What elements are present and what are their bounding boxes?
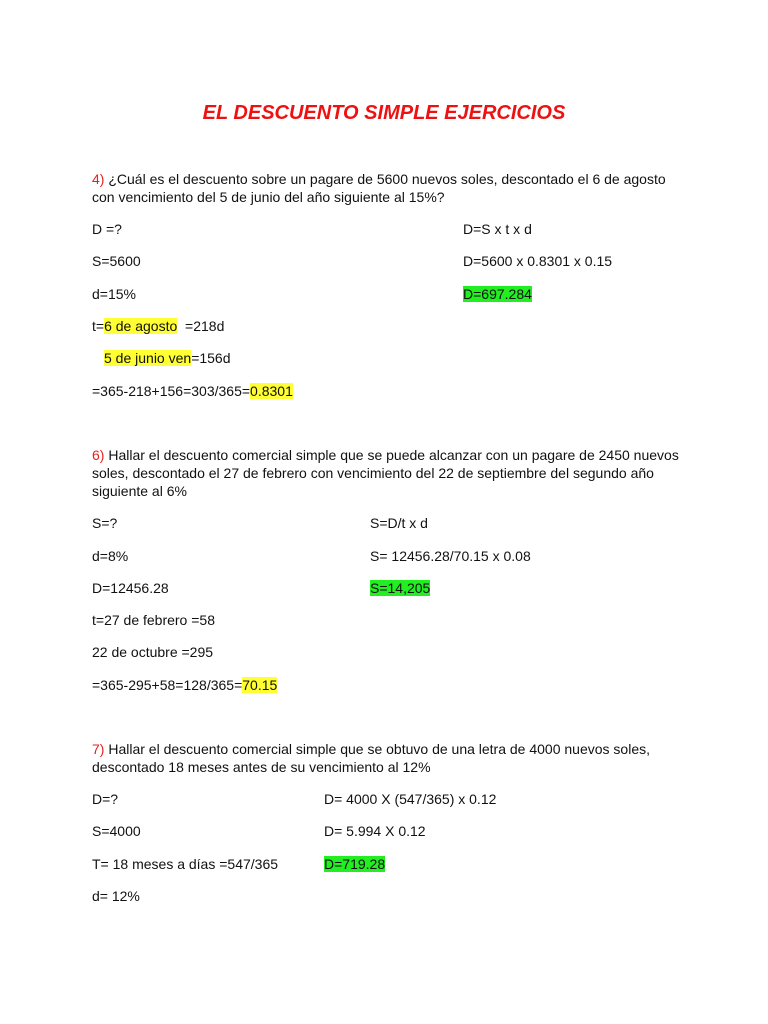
ex6-result xyxy=(370,579,430,597)
ex6-formula: S=D/t x d xyxy=(370,515,428,531)
ex6-calc-text: =365-295+58=128/365= xyxy=(92,677,243,693)
exercise-6-text: Hallar el descuento comercial simple que se puede alcanzar con un pagare de 2450 nuevos soles, descontado el 27 de febrero con vencimiento del 22 de septiembre del segundo año siguiente al 6% xyxy=(92,447,679,499)
ex7-time-line: T= 18 meses a días =547/365 xyxy=(92,856,279,872)
ex4-substitution: D=5600 x 0.8301 x 0.15 xyxy=(463,253,613,269)
ex7-given-rate: d= 12% xyxy=(92,888,140,904)
ex4-june-highlight: 5 de junio ven xyxy=(104,350,192,366)
ex6-calc-highlight: 70.15 xyxy=(242,677,278,693)
ex6-given-d: D=12456.28 xyxy=(92,580,169,596)
ex6-given-rate: d=8% xyxy=(92,548,129,564)
ex6-result-highlight: S=14,205 xyxy=(370,580,431,596)
ex4-time-prefix: t= xyxy=(92,318,105,334)
ex4-given-rate: d=15% xyxy=(92,286,136,302)
ex7-given-d: D=? xyxy=(92,791,119,807)
ex4-time-highlight: 6 de agosto xyxy=(104,318,178,334)
exercise-4-question xyxy=(92,170,682,206)
ex7-result xyxy=(324,855,385,873)
ex6-given-s: S=? xyxy=(92,515,118,531)
ex4-june-days: =156d xyxy=(191,350,231,366)
exercise-4-text: ¿Cuál es el descuento sobre un pagare de 5600 nuevos soles, descontado el 6 de agosto con vencimiento del 5 de junio del año siguiente al 15%? xyxy=(92,171,666,205)
ex4-time-days: =218d xyxy=(177,318,225,334)
page-title: EL DESCUENTO SIMPLE EJERCICIOS xyxy=(202,102,566,124)
ex6-time-line: t=27 de febrero =58 xyxy=(92,612,215,628)
ex4-calc-highlight: 0.8301 xyxy=(250,383,293,399)
ex4-result xyxy=(463,285,532,303)
ex7-given-s: S=4000 xyxy=(92,823,141,839)
exercise-4-number: 4) xyxy=(92,171,105,187)
exercise-6-number: 6) xyxy=(92,447,105,463)
ex4-june-line xyxy=(104,349,231,367)
ex4-formula: D=S x t x d xyxy=(463,221,532,237)
ex6-october-line: 22 de octubre =295 xyxy=(92,644,214,660)
ex4-calc-line xyxy=(92,382,293,400)
ex4-time-line xyxy=(92,317,224,335)
exercise-6-question xyxy=(92,446,682,500)
ex4-calc-text: =365-218+156=303/365= xyxy=(92,383,251,399)
ex7-formula: D= 4000 X (547/365) x 0.12 xyxy=(324,791,497,807)
ex4-given-d: D =? xyxy=(92,221,122,237)
ex6-substitution: S= 12456.28/70.15 x 0.08 xyxy=(370,548,531,564)
ex4-given-s: S=5600 xyxy=(92,253,141,269)
exercise-7-number: 7) xyxy=(92,741,105,757)
ex4-result-highlight: D=697.284 xyxy=(463,286,532,302)
exercise-7-text: Hallar el descuento comercial simple que se obtuvo de una letra de 4000 nuevos soles, descontado 18 meses antes de su vencimiento al 12% xyxy=(92,741,651,775)
exercise-7-question xyxy=(92,740,682,776)
ex6-calc-line xyxy=(92,676,277,694)
ex7-substitution: D= 5.994 X 0.12 xyxy=(324,823,426,839)
ex7-result-highlight: D=719.28 xyxy=(324,856,386,872)
